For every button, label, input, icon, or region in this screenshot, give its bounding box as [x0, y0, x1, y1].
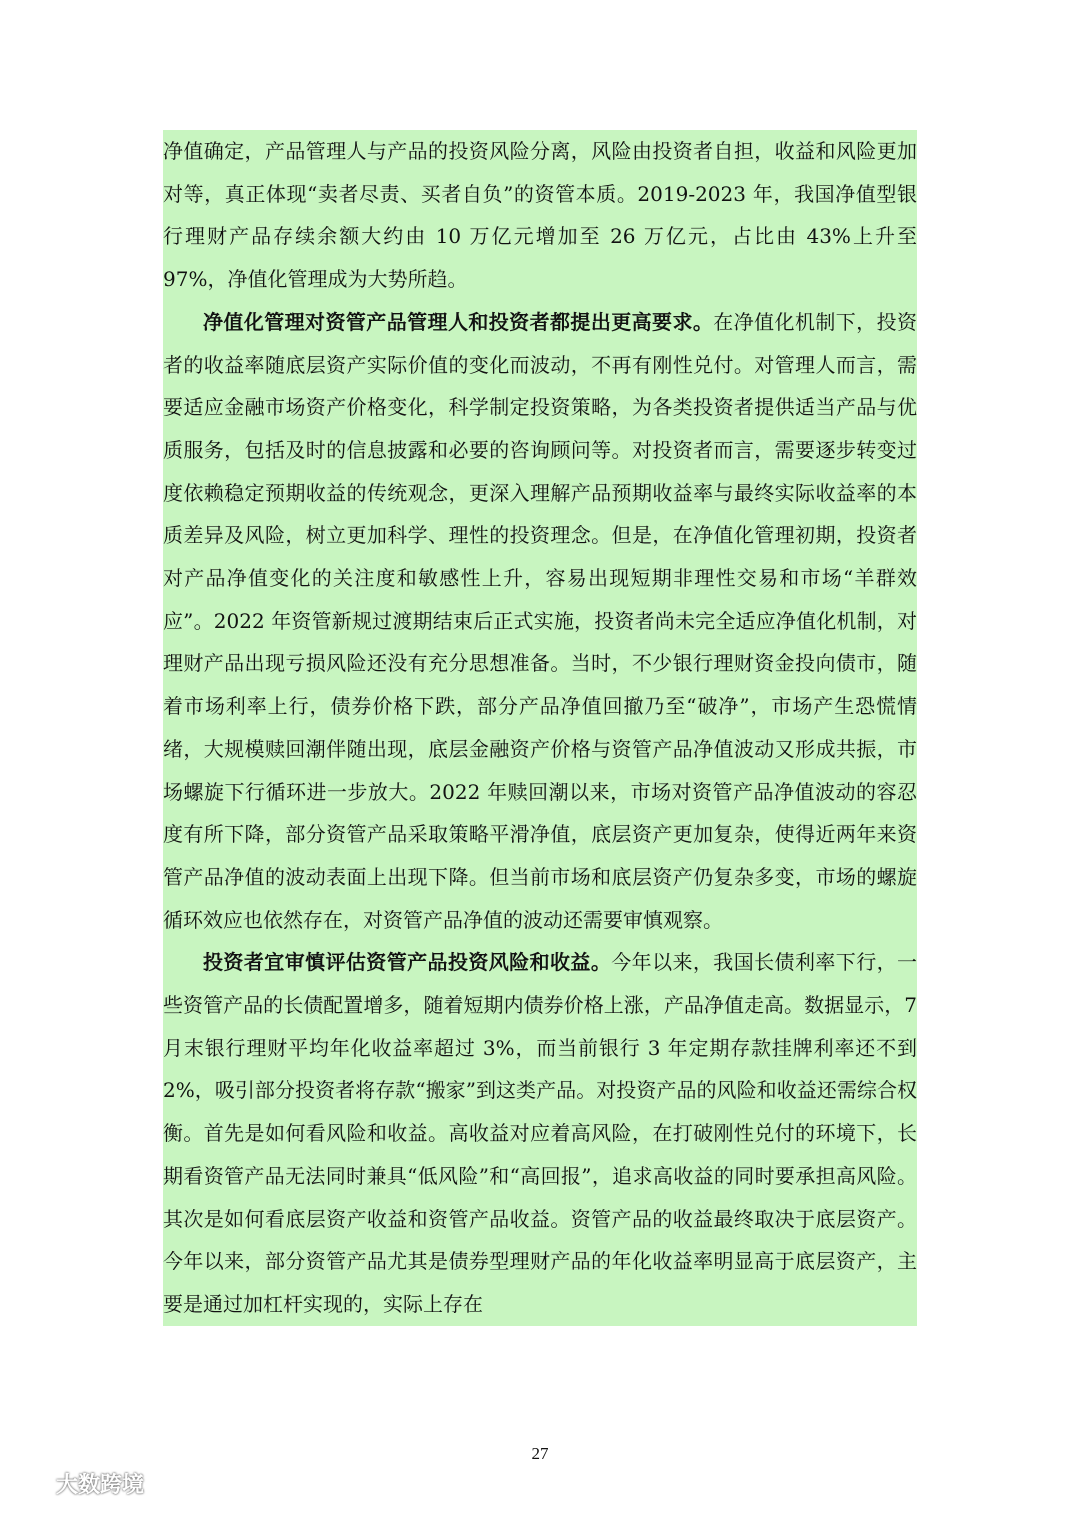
paragraph-3-body: 今年以来，我国长债利率下行，一些资管产品的长债配置增多，随着短期内债券价格上涨，产品净值走高。数据显示，7 月末银行理财平均年化收益率超过 3%，而当前银行 3 年定期存款挂牌利率还不到 2%，吸引部分投资者将存款“搬家”到这类产品。对投资产品的风险和收益还需综合权衡。首先是如何看风险和收益。高收益对应着高风险，在打破刚性兑付的环境下，长期看资管产品无法同时兼具“低风险”和“高回报”，追求高收益的同时要承担高风险。其次是如何看底层资产收益和资管产品收益。资管产品的收益最终取决于底层资产。今年以来，部分资管产品尤其是债券型理财产品的年化收益率明显高于底层资产，主要是通过加杠杆实现的，实际上存在 — [163, 950, 918, 1316]
paragraph-1 — [163, 130, 917, 301]
weibo-logo-icon — [10, 1469, 50, 1499]
watermark — [10, 1468, 144, 1499]
paragraph-2-body: 在净值化机制下，投资者的收益率随底层资产实际价值的变化而波动，不再有刚性兑付。对管理人而言，需要适应金融市场资产价格变化，科学制定投资策略，为各类投资者提供适当产品与优质服务，包括及时的信息披露和必要的咨询顾问等。对投资者而言，需要逐步转变过度依赖稳定预期收益的传统观念，更深入理解产品预期收益率与最终实际收益率的本质差异及风险，树立更加科学、理性的投资理念。但是，在净值化管理初期，投资者对产品净值变化的关注度和敏感性上升，容易出现短期非理性交易和市场“羊群效应”。2022 年资管新规过渡期结束后正式实施，投资者尚未完全适应净值化机制，对理财产品出现亏损风险还没有充分思想准备。当时，不少银行理财资金投向债市，随着市场利率上行，债券价格下跌，部分产品净值回撤乃至“破净”，市场产生恐慌情绪，大规模赎回潮伴随出现，底层金融资产价格与资管产品净值波动又形成共振，市场螺旋下行循环进一步放大。2022 年赎回潮以来，市场对资管产品净值波动的容忍度有所下降，部分资管产品采取策略平滑净值，底层资产更加复杂，使得近两年来资管产品净值的波动表面上出现下降。但当前市场和底层资产仍复杂多变，市场的螺旋循环效应也依然存在，对资管产品净值的波动还需要审慎观察。 — [163, 309, 918, 932]
paragraph-2 — [163, 301, 917, 942]
paragraph-3-lead: 投资者宜审慎评估资管产品投资风险和收益。 — [203, 950, 612, 975]
page-number: 27 — [531, 1444, 549, 1463]
paragraph-3 — [163, 941, 917, 1325]
highlighted-text-block — [163, 130, 917, 1326]
paragraph-1-body: 净值确定，产品管理人与产品的投资风险分离，风险由投资者自担，收益和风险更加对等，真正体现“卖者尽责、买者自负”的资管本质。2019-2023 年，我国净值型银行理财产品存续余额大约由 10 万亿元增加至 26 万亿元，占比由 43%上升至 97%，净值化管理成为大势所趋。 — [163, 139, 917, 292]
watermark-text: 大数跨境 — [56, 1473, 145, 1498]
paragraph-2-lead: 净值化管理对资管产品管理人和投资者都提出更高要求。 — [203, 309, 714, 334]
